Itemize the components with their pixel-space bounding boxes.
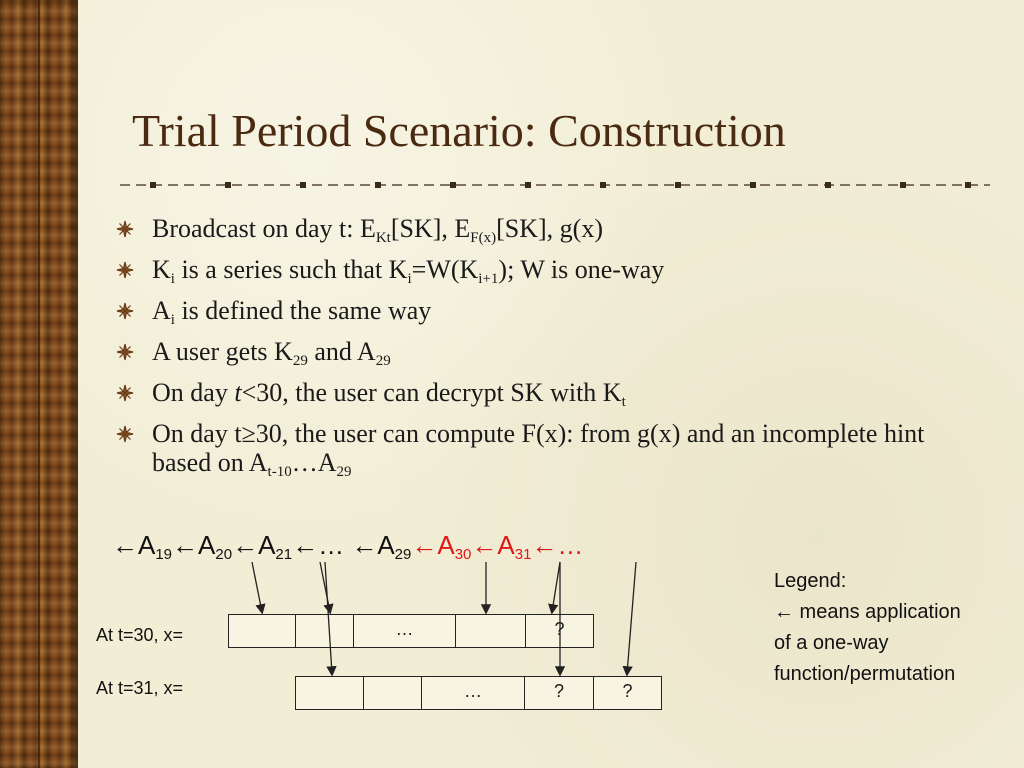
chain-element: ←A — [112, 530, 156, 560]
legend-text: ← means application — [774, 601, 961, 623]
chain-element: ←A — [172, 530, 216, 560]
key-chain — [112, 530, 583, 561]
chain-element-highlight: ←… — [531, 530, 584, 560]
subscript: i+1 — [478, 271, 499, 287]
text: is a series such that K — [174, 255, 408, 284]
bullet-item — [110, 296, 990, 328]
cell-value: ? — [554, 619, 565, 639]
bullet-star-icon — [116, 302, 134, 320]
bullet-star-icon — [116, 425, 134, 443]
bullet-item — [110, 378, 990, 410]
title-divider — [120, 178, 990, 192]
subscript: 21 — [275, 546, 293, 563]
text: [SK], g(x) — [496, 214, 603, 243]
subscript: 29 — [375, 353, 391, 369]
subscript: 19 — [155, 546, 173, 563]
text: and A — [307, 337, 376, 366]
text: On day — [152, 378, 235, 407]
bullet-item — [110, 214, 990, 246]
bullet-item — [110, 419, 990, 480]
row1-cell — [353, 614, 456, 648]
text: A — [152, 296, 171, 325]
subscript: 30 — [454, 546, 472, 563]
bullet-star-icon — [116, 343, 134, 361]
subscript: Kt — [375, 230, 391, 246]
text: On day t≥30, the user can compute F(x): from g(x) and an incomplete hint based on A — [152, 419, 925, 477]
row2-cell — [363, 676, 422, 710]
row1-cell — [295, 614, 354, 648]
chain-element: ←… ←A — [292, 530, 395, 560]
cell-value: … — [395, 619, 414, 639]
text: …A — [291, 448, 337, 477]
subscript: 29 — [336, 464, 352, 480]
subscript: i — [170, 312, 175, 328]
subscript: 29 — [394, 546, 412, 563]
wood-border — [0, 0, 78, 768]
cell-value: ? — [622, 681, 633, 701]
cell-value: … — [464, 681, 482, 701]
text: K — [152, 255, 171, 284]
italic-text: t — [234, 378, 242, 407]
cell-value: ? — [553, 681, 564, 701]
text: ); W is one-way — [498, 255, 665, 284]
legend-text: of a one-way — [774, 632, 889, 654]
bullet-star-icon — [116, 261, 134, 279]
legend-heading: Legend: — [774, 570, 847, 592]
row2-cell — [593, 676, 662, 710]
bullet-star-icon — [116, 384, 134, 402]
text: Broadcast on day t: E — [152, 214, 376, 243]
subscript: t — [621, 394, 626, 410]
row2-cell — [421, 676, 525, 710]
subscript: F(x) — [470, 230, 497, 246]
text: is defined the same way — [174, 296, 432, 325]
row1-cell — [455, 614, 526, 648]
text: =W(K — [411, 255, 479, 284]
legend-text: function/permutation — [774, 663, 956, 685]
row1-cell — [228, 614, 296, 648]
chain-element-highlight: ←A — [411, 530, 455, 560]
row2-cell — [524, 676, 594, 710]
text: A user gets K — [152, 337, 293, 366]
chain-element: ←A — [232, 530, 276, 560]
row-label-t30: At t=30, x= — [96, 625, 184, 645]
slide-title: Trial Period Scenario: Construction — [132, 105, 786, 156]
bullet-list — [110, 214, 990, 489]
text: <30, the user can decrypt SK with K — [241, 378, 622, 407]
subscript: i — [407, 271, 412, 287]
subscript: i — [170, 271, 175, 287]
bullet-item — [110, 337, 990, 369]
row2-cell — [295, 676, 364, 710]
subscript: 31 — [514, 546, 532, 563]
subscript: 20 — [215, 546, 233, 563]
row-label-t31: At t=31, x= — [96, 678, 184, 698]
row1-cell — [525, 614, 594, 648]
text: [SK], E — [390, 214, 471, 243]
subscript: 29 — [292, 353, 308, 369]
bullet-item — [110, 255, 990, 287]
subscript: t-10 — [267, 464, 292, 480]
bullet-star-icon — [116, 220, 134, 238]
chain-element-highlight: ←A — [471, 530, 515, 560]
legend — [774, 566, 961, 690]
